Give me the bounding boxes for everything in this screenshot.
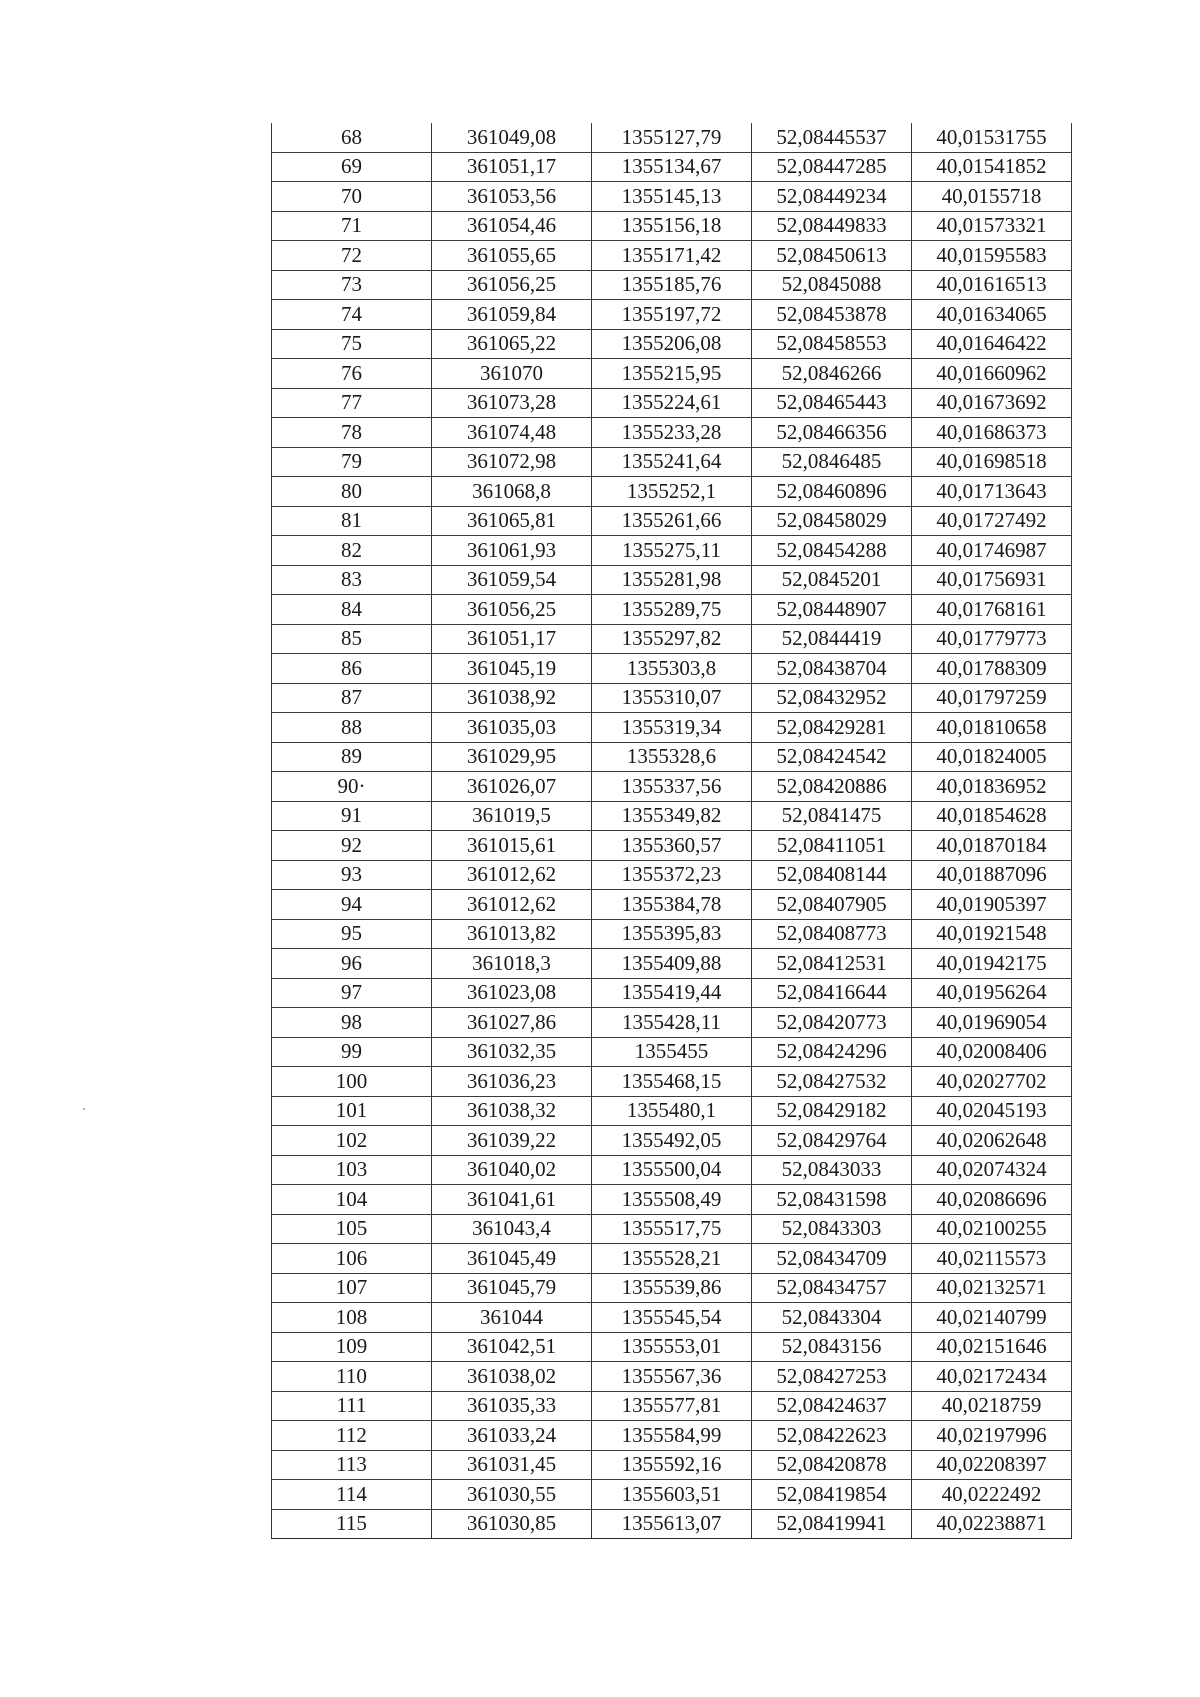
point-number-cell: 75 <box>272 329 432 359</box>
longitude-cell: 40,01756931 <box>912 565 1072 595</box>
longitude-cell: 40,01573321 <box>912 211 1072 241</box>
latitude-cell: 52,08419854 <box>752 1480 912 1510</box>
latitude-cell: 52,08408773 <box>752 919 912 949</box>
x-coordinate-cell: 361061,93 <box>432 536 592 566</box>
longitude-cell: 40,01797259 <box>912 683 1072 713</box>
latitude-cell: 52,08420773 <box>752 1008 912 1038</box>
longitude-cell: 40,01870184 <box>912 831 1072 861</box>
latitude-cell: 52,08453878 <box>752 300 912 330</box>
x-coordinate-cell: 361026,07 <box>432 772 592 802</box>
longitude-cell: 40,01634065 <box>912 300 1072 330</box>
point-number-cell: 104 <box>272 1185 432 1215</box>
x-coordinate-cell: 361055,65 <box>432 241 592 271</box>
point-number-cell: 86 <box>272 654 432 684</box>
x-coordinate-cell: 361059,54 <box>432 565 592 595</box>
point-number-cell: 70 <box>272 182 432 212</box>
y-coordinate-cell: 1355349,82 <box>592 801 752 831</box>
latitude-cell: 52,08458029 <box>752 506 912 536</box>
table-row <box>272 536 1072 566</box>
point-number-cell: 90· <box>272 772 432 802</box>
y-coordinate-cell: 1355171,42 <box>592 241 752 271</box>
longitude-cell: 40,01595583 <box>912 241 1072 271</box>
y-coordinate-cell: 1355480,1 <box>592 1096 752 1126</box>
y-coordinate-cell: 1355567,36 <box>592 1362 752 1392</box>
y-coordinate-cell: 1355492,05 <box>592 1126 752 1156</box>
point-number-cell: 87 <box>272 683 432 713</box>
longitude-cell: 40,02172434 <box>912 1362 1072 1392</box>
y-coordinate-cell: 1355409,88 <box>592 949 752 979</box>
point-number-cell: 91 <box>272 801 432 831</box>
x-coordinate-cell: 361045,79 <box>432 1273 592 1303</box>
x-coordinate-cell: 361038,32 <box>432 1096 592 1126</box>
x-coordinate-cell: 361043,4 <box>432 1214 592 1244</box>
table-row <box>272 1450 1072 1480</box>
y-coordinate-cell: 1355584,99 <box>592 1421 752 1451</box>
point-number-cell: 100 <box>272 1067 432 1097</box>
y-coordinate-cell: 1355303,8 <box>592 654 752 684</box>
y-coordinate-cell: 1355337,56 <box>592 772 752 802</box>
table-row <box>272 831 1072 861</box>
y-coordinate-cell: 1355517,75 <box>592 1214 752 1244</box>
x-coordinate-cell: 361032,35 <box>432 1037 592 1067</box>
point-number-cell: 97 <box>272 978 432 1008</box>
point-number-cell: 68 <box>272 123 432 152</box>
x-coordinate-cell: 361059,84 <box>432 300 592 330</box>
latitude-cell: 52,08411051 <box>752 831 912 861</box>
longitude-cell: 40,01836952 <box>912 772 1072 802</box>
latitude-cell: 52,08412531 <box>752 949 912 979</box>
longitude-cell: 40,01768161 <box>912 595 1072 625</box>
point-number-cell: 83 <box>272 565 432 595</box>
y-coordinate-cell: 1355156,18 <box>592 211 752 241</box>
y-coordinate-cell: 1355134,67 <box>592 152 752 182</box>
table-row <box>272 949 1072 979</box>
x-coordinate-cell: 361065,81 <box>432 506 592 536</box>
y-coordinate-cell: 1355310,07 <box>592 683 752 713</box>
point-number-cell: 112 <box>272 1421 432 1451</box>
point-number-cell: 95 <box>272 919 432 949</box>
x-coordinate-cell: 361074,48 <box>432 418 592 448</box>
point-number-cell: 96 <box>272 949 432 979</box>
point-number-cell: 113 <box>272 1450 432 1480</box>
y-coordinate-cell: 1355613,07 <box>592 1509 752 1539</box>
x-coordinate-cell: 361038,92 <box>432 683 592 713</box>
latitude-cell: 52,08427253 <box>752 1362 912 1392</box>
y-coordinate-cell: 1355592,16 <box>592 1450 752 1480</box>
table-row <box>272 1273 1072 1303</box>
latitude-cell: 52,08445537 <box>752 123 912 152</box>
point-number-cell: 82 <box>272 536 432 566</box>
point-number-cell: 76 <box>272 359 432 389</box>
latitude-cell: 52,08434757 <box>752 1273 912 1303</box>
x-coordinate-cell: 361049,08 <box>432 123 592 152</box>
table-row <box>272 595 1072 625</box>
longitude-cell: 40,01810658 <box>912 713 1072 743</box>
point-number-cell: 110 <box>272 1362 432 1392</box>
longitude-cell: 40,01779773 <box>912 624 1072 654</box>
y-coordinate-cell: 1355185,76 <box>592 270 752 300</box>
table-row <box>272 1185 1072 1215</box>
table-row <box>272 1303 1072 1333</box>
table-row <box>272 683 1072 713</box>
y-coordinate-cell: 1355553,01 <box>592 1332 752 1362</box>
y-coordinate-cell: 1355206,08 <box>592 329 752 359</box>
y-coordinate-cell: 1355539,86 <box>592 1273 752 1303</box>
point-number-cell: 79 <box>272 447 432 477</box>
latitude-cell: 52,0846485 <box>752 447 912 477</box>
x-coordinate-cell: 361044 <box>432 1303 592 1333</box>
x-coordinate-cell: 361023,08 <box>432 978 592 1008</box>
table-row <box>272 890 1072 920</box>
latitude-cell: 52,08465443 <box>752 388 912 418</box>
latitude-cell: 52,08420878 <box>752 1450 912 1480</box>
point-number-cell: 92 <box>272 831 432 861</box>
longitude-cell: 40,02238871 <box>912 1509 1072 1539</box>
y-coordinate-cell: 1355577,81 <box>592 1391 752 1421</box>
x-coordinate-cell: 361012,62 <box>432 860 592 890</box>
table-row <box>272 1421 1072 1451</box>
latitude-cell: 52,08408144 <box>752 860 912 890</box>
table-row <box>272 565 1072 595</box>
latitude-cell: 52,0843033 <box>752 1155 912 1185</box>
latitude-cell: 52,08431598 <box>752 1185 912 1215</box>
y-coordinate-cell: 1355233,28 <box>592 418 752 448</box>
latitude-cell: 52,0841475 <box>752 801 912 831</box>
y-coordinate-cell: 1355372,23 <box>592 860 752 890</box>
y-coordinate-cell: 1355360,57 <box>592 831 752 861</box>
table-row <box>272 1155 1072 1185</box>
y-coordinate-cell: 1355275,11 <box>592 536 752 566</box>
table-row <box>272 742 1072 772</box>
table-row <box>272 1391 1072 1421</box>
longitude-cell: 40,02027702 <box>912 1067 1072 1097</box>
x-coordinate-cell: 361036,23 <box>432 1067 592 1097</box>
y-coordinate-cell: 1355261,66 <box>592 506 752 536</box>
latitude-cell: 52,08458553 <box>752 329 912 359</box>
x-coordinate-cell: 361073,28 <box>432 388 592 418</box>
y-coordinate-cell: 1355297,82 <box>592 624 752 654</box>
longitude-cell: 40,01905397 <box>912 890 1072 920</box>
longitude-cell: 40,01788309 <box>912 654 1072 684</box>
table-row <box>272 1037 1072 1067</box>
table-row <box>272 152 1072 182</box>
longitude-cell: 40,01646422 <box>912 329 1072 359</box>
point-number-cell: 114 <box>272 1480 432 1510</box>
point-number-cell: 102 <box>272 1126 432 1156</box>
table-row <box>272 506 1072 536</box>
longitude-cell: 40,02086696 <box>912 1185 1072 1215</box>
latitude-cell: 52,08432952 <box>752 683 912 713</box>
longitude-cell: 40,02045193 <box>912 1096 1072 1126</box>
longitude-cell: 40,02074324 <box>912 1155 1072 1185</box>
point-number-cell: 93 <box>272 860 432 890</box>
point-number-cell: 115 <box>272 1509 432 1539</box>
latitude-cell: 52,08420886 <box>752 772 912 802</box>
y-coordinate-cell: 1355252,1 <box>592 477 752 507</box>
point-number-cell: 106 <box>272 1244 432 1274</box>
latitude-cell: 52,08424542 <box>752 742 912 772</box>
latitude-cell: 52,08466356 <box>752 418 912 448</box>
x-coordinate-cell: 361051,17 <box>432 152 592 182</box>
latitude-cell: 52,08429182 <box>752 1096 912 1126</box>
x-coordinate-cell: 361054,46 <box>432 211 592 241</box>
y-coordinate-cell: 1355603,51 <box>592 1480 752 1510</box>
y-coordinate-cell: 1355127,79 <box>592 123 752 152</box>
latitude-cell: 52,08448907 <box>752 595 912 625</box>
point-number-cell: 85 <box>272 624 432 654</box>
point-number-cell: 69 <box>272 152 432 182</box>
table-row <box>272 418 1072 448</box>
latitude-cell: 52,08449833 <box>752 211 912 241</box>
point-number-cell: 103 <box>272 1155 432 1185</box>
latitude-cell: 52,0845088 <box>752 270 912 300</box>
latitude-cell: 52,08424296 <box>752 1037 912 1067</box>
longitude-cell: 40,01686373 <box>912 418 1072 448</box>
point-number-cell: 108 <box>272 1303 432 1333</box>
latitude-cell: 52,0844419 <box>752 624 912 654</box>
longitude-cell: 40,01887096 <box>912 860 1072 890</box>
point-number-cell: 73 <box>272 270 432 300</box>
x-coordinate-cell: 361013,82 <box>432 919 592 949</box>
point-number-cell: 81 <box>272 506 432 536</box>
longitude-cell: 40,02100255 <box>912 1214 1072 1244</box>
point-number-cell: 72 <box>272 241 432 271</box>
x-coordinate-cell: 361038,02 <box>432 1362 592 1392</box>
longitude-cell: 40,01673692 <box>912 388 1072 418</box>
table-row <box>272 1480 1072 1510</box>
latitude-cell: 52,0843304 <box>752 1303 912 1333</box>
table-row <box>272 919 1072 949</box>
table-row <box>272 801 1072 831</box>
latitude-cell: 52,08450613 <box>752 241 912 271</box>
x-coordinate-cell: 361068,8 <box>432 477 592 507</box>
x-coordinate-cell: 361056,25 <box>432 270 592 300</box>
table-row <box>272 1332 1072 1362</box>
longitude-cell: 40,01942175 <box>912 949 1072 979</box>
y-coordinate-cell: 1355395,83 <box>592 919 752 949</box>
longitude-cell: 40,02115573 <box>912 1244 1072 1274</box>
x-coordinate-cell: 361045,49 <box>432 1244 592 1274</box>
point-number-cell: 77 <box>272 388 432 418</box>
longitude-cell: 40,0222492 <box>912 1480 1072 1510</box>
y-coordinate-cell: 1355545,54 <box>592 1303 752 1333</box>
latitude-cell: 52,08434709 <box>752 1244 912 1274</box>
x-coordinate-cell: 361035,03 <box>432 713 592 743</box>
longitude-cell: 40,01854628 <box>912 801 1072 831</box>
point-number-cell: 98 <box>272 1008 432 1038</box>
longitude-cell: 40,02062648 <box>912 1126 1072 1156</box>
x-coordinate-cell: 361042,51 <box>432 1332 592 1362</box>
point-number-cell: 111 <box>272 1391 432 1421</box>
table-row <box>272 978 1072 1008</box>
x-coordinate-cell: 361030,55 <box>432 1480 592 1510</box>
longitude-cell: 40,0155718 <box>912 182 1072 212</box>
table-row <box>272 211 1072 241</box>
y-coordinate-cell: 1355428,11 <box>592 1008 752 1038</box>
longitude-cell: 40,01541852 <box>912 152 1072 182</box>
x-coordinate-cell: 361015,61 <box>432 831 592 861</box>
point-number-cell: 74 <box>272 300 432 330</box>
x-coordinate-cell: 361056,25 <box>432 595 592 625</box>
x-coordinate-cell: 361051,17 <box>432 624 592 654</box>
longitude-cell: 40,01698518 <box>912 447 1072 477</box>
table-row <box>272 1096 1072 1126</box>
y-coordinate-cell: 1355384,78 <box>592 890 752 920</box>
table-row <box>272 1126 1072 1156</box>
y-coordinate-cell: 1355508,49 <box>592 1185 752 1215</box>
latitude-cell: 52,08438704 <box>752 654 912 684</box>
y-coordinate-cell: 1355281,98 <box>592 565 752 595</box>
point-number-cell: 101 <box>272 1096 432 1126</box>
table-row <box>272 300 1072 330</box>
table-row <box>272 860 1072 890</box>
table-row <box>272 359 1072 389</box>
table-row <box>272 1509 1072 1539</box>
x-coordinate-cell: 361035,33 <box>432 1391 592 1421</box>
point-number-cell: 109 <box>272 1332 432 1362</box>
latitude-cell: 52,08454288 <box>752 536 912 566</box>
longitude-cell: 40,02008406 <box>912 1037 1072 1067</box>
point-number-cell: 71 <box>272 211 432 241</box>
y-coordinate-cell: 1355528,21 <box>592 1244 752 1274</box>
point-number-cell: 78 <box>272 418 432 448</box>
latitude-cell: 52,08427532 <box>752 1067 912 1097</box>
y-coordinate-cell: 1355455 <box>592 1037 752 1067</box>
table-row <box>272 123 1072 152</box>
longitude-cell: 40,02132571 <box>912 1273 1072 1303</box>
point-number-cell: 88 <box>272 713 432 743</box>
x-coordinate-cell: 361053,56 <box>432 182 592 212</box>
x-coordinate-cell: 361041,61 <box>432 1185 592 1215</box>
longitude-cell: 40,01660962 <box>912 359 1072 389</box>
latitude-cell: 52,08422623 <box>752 1421 912 1451</box>
latitude-cell: 52,08416644 <box>752 978 912 1008</box>
longitude-cell: 40,01713643 <box>912 477 1072 507</box>
longitude-cell: 40,01956264 <box>912 978 1072 1008</box>
longitude-cell: 40,0218759 <box>912 1391 1072 1421</box>
point-number-cell: 84 <box>272 595 432 625</box>
table-row <box>272 1244 1072 1274</box>
longitude-cell: 40,01921548 <box>912 919 1072 949</box>
scan-speck <box>83 1108 85 1110</box>
point-number-cell: 94 <box>272 890 432 920</box>
table-row <box>272 624 1072 654</box>
latitude-cell: 52,08449234 <box>752 182 912 212</box>
y-coordinate-cell: 1355500,04 <box>592 1155 752 1185</box>
point-number-cell: 99 <box>272 1037 432 1067</box>
table-row <box>272 270 1072 300</box>
latitude-cell: 52,0843303 <box>752 1214 912 1244</box>
table-row <box>272 241 1072 271</box>
x-coordinate-cell: 361030,85 <box>432 1509 592 1539</box>
point-number-cell: 89 <box>272 742 432 772</box>
x-coordinate-cell: 361045,19 <box>432 654 592 684</box>
table-row <box>272 329 1072 359</box>
latitude-cell: 52,0843156 <box>752 1332 912 1362</box>
x-coordinate-cell: 361018,3 <box>432 949 592 979</box>
x-coordinate-cell: 361039,22 <box>432 1126 592 1156</box>
y-coordinate-cell: 1355224,61 <box>592 388 752 418</box>
table-row <box>272 713 1072 743</box>
y-coordinate-cell: 1355419,44 <box>592 978 752 1008</box>
coordinates-table <box>271 123 1072 1539</box>
longitude-cell: 40,01969054 <box>912 1008 1072 1038</box>
y-coordinate-cell: 1355197,72 <box>592 300 752 330</box>
longitude-cell: 40,02151646 <box>912 1332 1072 1362</box>
longitude-cell: 40,01727492 <box>912 506 1072 536</box>
table-row <box>272 477 1072 507</box>
point-number-cell: 107 <box>272 1273 432 1303</box>
latitude-cell: 52,08419941 <box>752 1509 912 1539</box>
x-coordinate-cell: 361065,22 <box>432 329 592 359</box>
longitude-cell: 40,02197996 <box>912 1421 1072 1451</box>
y-coordinate-cell: 1355241,64 <box>592 447 752 477</box>
latitude-cell: 52,08429764 <box>752 1126 912 1156</box>
longitude-cell: 40,01616513 <box>912 270 1072 300</box>
table-row <box>272 1008 1072 1038</box>
y-coordinate-cell: 1355145,13 <box>592 182 752 212</box>
x-coordinate-cell: 361040,02 <box>432 1155 592 1185</box>
x-coordinate-cell: 361033,24 <box>432 1421 592 1451</box>
table-row <box>272 388 1072 418</box>
longitude-cell: 40,01824005 <box>912 742 1072 772</box>
table-row <box>272 182 1072 212</box>
latitude-cell: 52,08407905 <box>752 890 912 920</box>
longitude-cell: 40,01531755 <box>912 123 1072 152</box>
y-coordinate-cell: 1355215,95 <box>592 359 752 389</box>
longitude-cell: 40,01746987 <box>912 536 1072 566</box>
x-coordinate-cell: 361029,95 <box>432 742 592 772</box>
x-coordinate-cell: 361031,45 <box>432 1450 592 1480</box>
point-number-cell: 105 <box>272 1214 432 1244</box>
longitude-cell: 40,02140799 <box>912 1303 1072 1333</box>
y-coordinate-cell: 1355328,6 <box>592 742 752 772</box>
table-row <box>272 772 1072 802</box>
y-coordinate-cell: 1355289,75 <box>592 595 752 625</box>
x-coordinate-cell: 361072,98 <box>432 447 592 477</box>
coordinates-table-body <box>272 123 1072 1539</box>
x-coordinate-cell: 361012,62 <box>432 890 592 920</box>
table-row <box>272 447 1072 477</box>
latitude-cell: 52,0846266 <box>752 359 912 389</box>
table-row <box>272 1362 1072 1392</box>
table-row <box>272 654 1072 684</box>
x-coordinate-cell: 361070 <box>432 359 592 389</box>
latitude-cell: 52,08447285 <box>752 152 912 182</box>
table-row <box>272 1214 1072 1244</box>
latitude-cell: 52,08460896 <box>752 477 912 507</box>
x-coordinate-cell: 361019,5 <box>432 801 592 831</box>
point-number-cell: 80 <box>272 477 432 507</box>
longitude-cell: 40,02208397 <box>912 1450 1072 1480</box>
y-coordinate-cell: 1355319,34 <box>592 713 752 743</box>
y-coordinate-cell: 1355468,15 <box>592 1067 752 1097</box>
latitude-cell: 52,08424637 <box>752 1391 912 1421</box>
latitude-cell: 52,08429281 <box>752 713 912 743</box>
table-row <box>272 1067 1072 1097</box>
latitude-cell: 52,0845201 <box>752 565 912 595</box>
x-coordinate-cell: 361027,86 <box>432 1008 592 1038</box>
